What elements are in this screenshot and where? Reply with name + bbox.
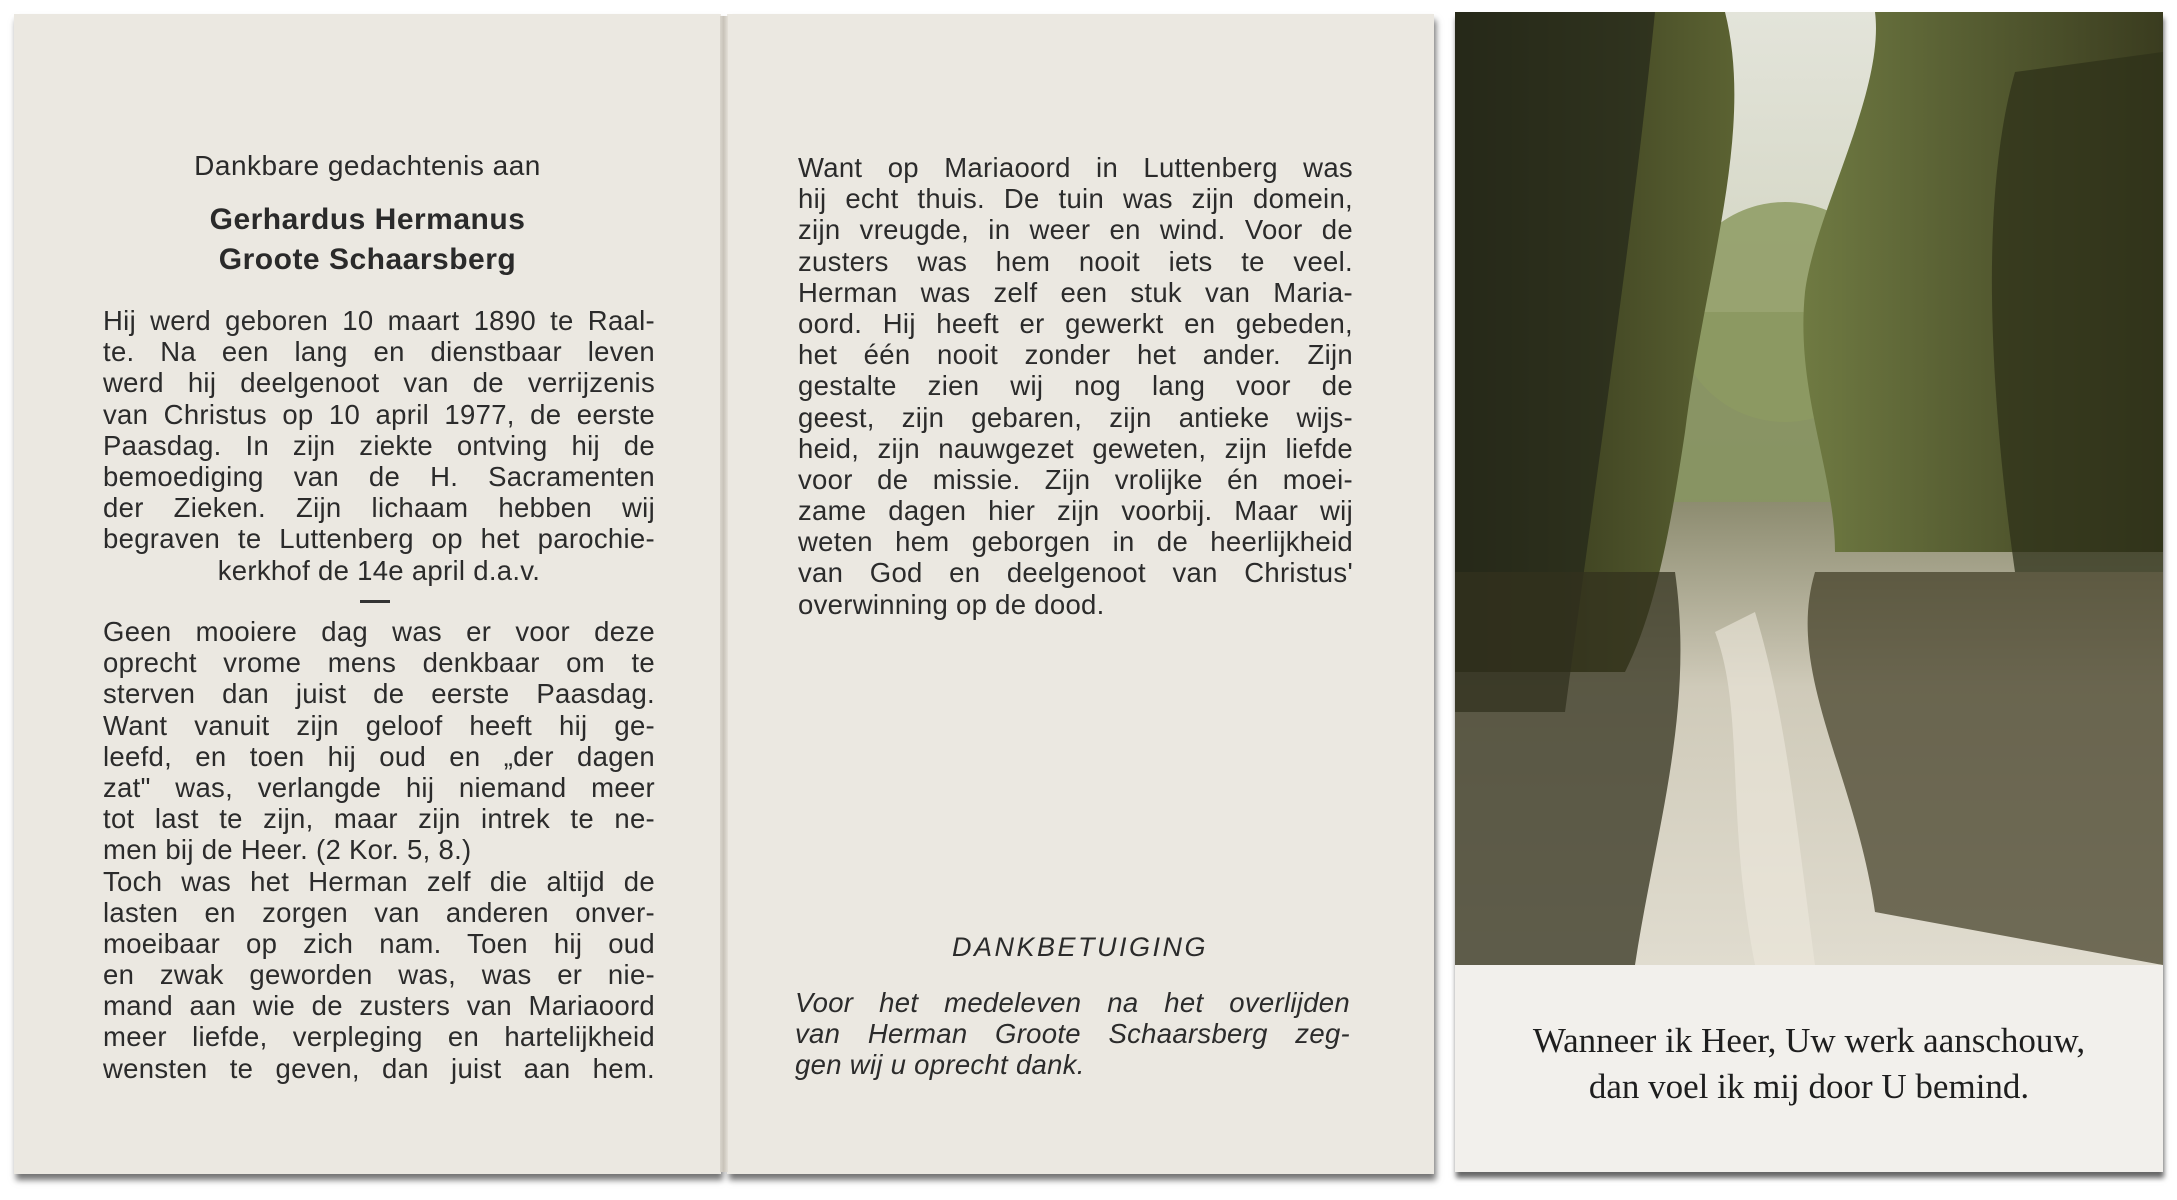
text-line: werd hij deelgenoot van de verrijzenis — [103, 367, 655, 399]
willow-pond-illustration — [1455, 12, 2163, 965]
text-line: kerkhof de 14e april d.a.v. — [217, 554, 541, 586]
biography-paragraph — [103, 305, 655, 586]
deceased-name-line2: Groote Schaarsberg — [218, 243, 517, 276]
text-line: zame dagen hier zijn voorbij. Maar wij — [798, 495, 1353, 527]
text-line: van Herman Groote Schaarsberg zeg- — [795, 1018, 1350, 1050]
text-line: Geen mooiere dag was er voor deze — [103, 616, 655, 647]
intro-text: Dankbare gedachtenis aan — [194, 150, 541, 181]
text-line: lasten en zorgen van anderen onver- — [103, 896, 655, 928]
mariaoord-paragraph — [798, 152, 1353, 620]
text-line: zat" was, verlangde hij niemand meer — [103, 771, 655, 803]
text-line: Want op Mariaoord in Luttenberg was — [798, 152, 1353, 183]
reflection-paragraph — [103, 616, 655, 1084]
text-line: overwinning op de dood. — [798, 588, 1105, 620]
text-line: gen wij u oprecht dank. — [795, 1049, 1085, 1081]
text-line: wensten te geven, dan juist aan hem. — [103, 1052, 655, 1084]
text-line: oprecht vrome mens denkbaar om te — [103, 647, 655, 679]
text-line: te. Na een lang en dienstbaar leven — [103, 336, 655, 368]
text-line: Paasdag. In zijn ziekte ontving hij de — [103, 429, 655, 461]
verse-line-2: dan voel ik mij door U bemind. — [1588, 1067, 2030, 1106]
thanks-heading: DANKBETUIGING — [951, 932, 1209, 962]
card-fold — [720, 16, 728, 1172]
text-line: meer liefde, verpleging en hartelijkheid — [103, 1021, 655, 1053]
text-line: Toch was het Herman zelf die altijd de — [103, 865, 655, 897]
deceased-name-line1: Gerhardus Hermanus — [209, 203, 526, 236]
text-line: oord. Hij heeft er gewerkt en gebeden, — [798, 307, 1353, 339]
text-line: het één nooit zonder het ander. Zijn — [798, 339, 1353, 371]
text-line: en zwak geworden was, was er nie- — [103, 959, 655, 991]
text-line: hij echt thuis. De tuin was zijn domein, — [798, 183, 1353, 215]
text-line: zusters was hem nooit iets te veel. — [798, 245, 1353, 277]
text-line: zijn vreugde, in weer en wind. Voor de — [798, 214, 1353, 246]
text-line: Hij werd geboren 10 maart 1890 te Raal- — [103, 305, 655, 336]
text-line: Voor het medeleven na het overlijden — [795, 987, 1350, 1018]
text-line: mand aan wie de zusters van Mariaoord — [103, 990, 655, 1022]
text-line: gestalte zien wij nog lang voor de — [798, 370, 1353, 402]
text-line: Want vanuit zijn geloof heeft hij ge- — [103, 709, 655, 741]
text-line: sterven dan juist de eerste Paasdag. — [103, 678, 655, 710]
text-line: men bij de Heer. (2 Kor. 5, 8.) — [103, 834, 472, 866]
willow-pond-photo — [1455, 12, 2163, 965]
section-divider — [360, 600, 390, 603]
text-line: der Zieken. Zijn lichaam hebben wij — [103, 492, 655, 524]
text-line: leefd, en toen hij oud en „der dagen — [103, 740, 655, 772]
text-line: tot last te zijn, maar zijn intrek te ne- — [103, 803, 655, 835]
text-line: Herman was zelf een stuk van Maria- — [798, 276, 1353, 308]
text-line: van Christus op 10 april 1977, de eerste — [103, 398, 655, 430]
text-line: weten hem geborgen in de heerlijkheid — [798, 526, 1353, 558]
text-line: bemoediging van de H. Sacramenten — [103, 460, 655, 492]
verse-line-1: Wanneer ik Heer, Uw werk aanschouw, — [1532, 1021, 2086, 1060]
memorial-verse — [1455, 1018, 2163, 1110]
text-line: heid, zijn nauwgezet geweten, zijn liefde — [798, 432, 1353, 464]
thanks-paragraph — [795, 987, 1350, 1081]
text-line: van God en deelgenoot van Christus' — [798, 557, 1353, 589]
text-line: moeibaar op zich nam. Toen hij oud — [103, 927, 655, 959]
text-line: begraven te Luttenberg op het parochie- — [103, 523, 655, 555]
text-line: geest, zijn gebaren, zijn antieke wijs- — [798, 401, 1353, 433]
text-line: voor de missie. Zijn vrolijke én moei- — [798, 463, 1353, 495]
